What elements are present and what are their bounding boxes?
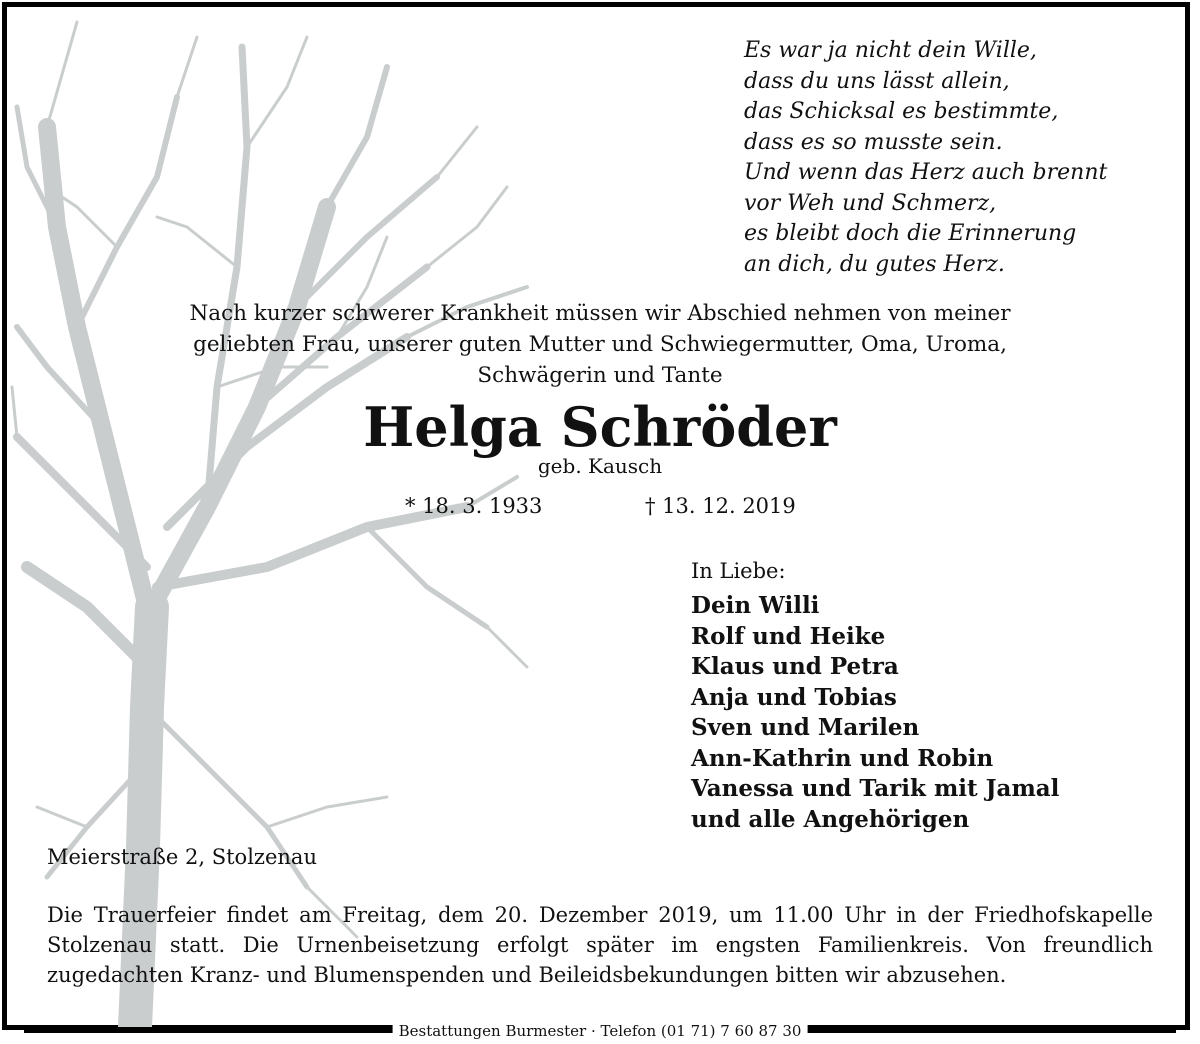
deceased-name: Helga Schröder bbox=[363, 395, 837, 459]
intro-line: Schwägerin und Tante bbox=[477, 363, 723, 388]
poem-line: das Schicksal es bestimmte, bbox=[744, 99, 1059, 124]
mourner-name: Klaus und Petra bbox=[691, 653, 899, 680]
mourner-name: Vanessa und Tarik mit Jamal bbox=[691, 775, 1060, 802]
poem-line: es bleibt doch die Erinnerung bbox=[744, 221, 1077, 246]
funeral-notice: Die Trauerfeier findet am Freitag, dem 20. Dezember 2019, um 11.00 Uhr in der Friedhofskapelle Stolzenau statt. Die Urnenbeisetzung erfolgt später im engsten Familienkreis. Von freundlich zugedachten Kranz- und Blumenspenden und Beileidsbekundungen bitten wir abzusehen. bbox=[47, 903, 1153, 987]
footer-bar bbox=[24, 1022, 1176, 1040]
intro-text bbox=[100, 298, 1100, 391]
mourners-list bbox=[691, 591, 1059, 835]
poem-line: Und wenn das Herz auch brennt bbox=[744, 160, 1108, 185]
funeral-home-contact: Bestattungen Burmester · Telefon (01 71) 7 60 87 30 bbox=[393, 1022, 808, 1040]
mourner-name: Ann-Kathrin und Robin bbox=[691, 744, 994, 772]
mourner-name: Rolf und Heike bbox=[691, 622, 886, 650]
death-date: † 13. 12. 2019 bbox=[645, 494, 796, 518]
poem-line: Es war ja nicht dein Wille, bbox=[744, 38, 1037, 63]
family-address: Meierstraße 2, Stolzenau bbox=[47, 845, 317, 869]
poem-line: dass du uns lässt allein, bbox=[744, 68, 1010, 94]
mourner-name: Anja und Tobias bbox=[691, 683, 897, 711]
mourner-name: Sven und Marilen bbox=[691, 714, 920, 741]
intro-line: geliebten Frau, unserer guten Mutter und Schwiegermutter, Oma, Uroma, bbox=[193, 332, 1007, 357]
birth-name: geb. Kausch bbox=[537, 454, 663, 478]
mourner-name: Dein Willi bbox=[691, 592, 820, 619]
poem bbox=[744, 36, 1164, 280]
mourner-name: und alle Angehörigen bbox=[691, 805, 970, 833]
mourners-label: In Liebe: bbox=[691, 559, 786, 583]
birth-date: * 18. 3. 1933 bbox=[405, 494, 543, 518]
poem-line: dass es so musste sein. bbox=[744, 129, 1003, 155]
intro-line: Nach kurzer schwerer Krankheit müssen wir Abschied nehmen von meiner bbox=[189, 301, 1011, 326]
poem-line: an dich, du gutes Herz. bbox=[744, 251, 1005, 277]
poem-line: vor Weh und Schmerz, bbox=[744, 190, 997, 216]
